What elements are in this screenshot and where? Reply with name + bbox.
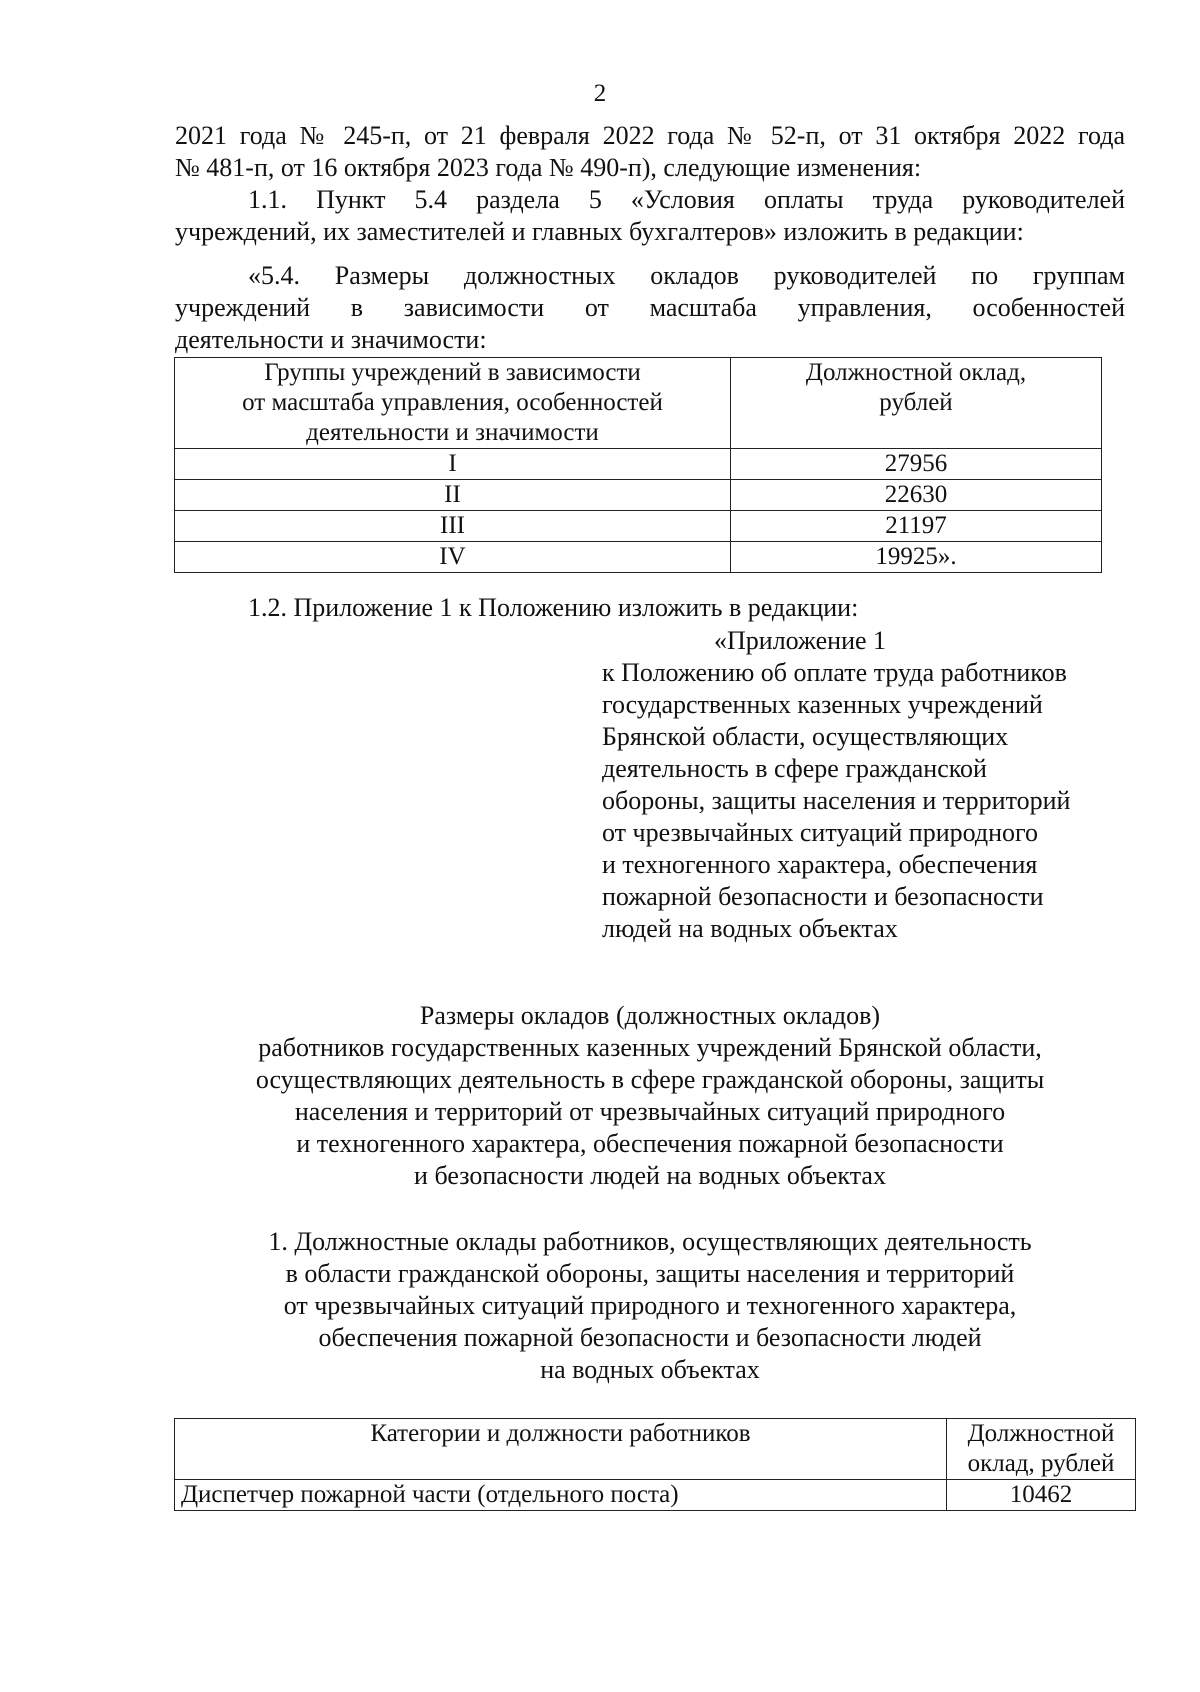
salary-cell: 27956 (731, 449, 1102, 480)
salary-cell: 19925». (731, 542, 1102, 573)
group-cell: I (175, 449, 731, 480)
annex-line: деятельность в сфере гражданской (602, 754, 987, 783)
annex-line: Брянской области, осуществляющих (602, 722, 1009, 751)
annex-reference-block (602, 625, 1142, 945)
salary-cell: 21197 (731, 511, 1102, 542)
annex-line: к Положению об оплате труда работников (602, 658, 1067, 687)
table-row (175, 511, 1102, 542)
salary-cell: 10462 (947, 1480, 1136, 1511)
section-1-heading (130, 1226, 1170, 1386)
positions-salary-table (174, 1418, 1136, 1511)
paragraph-1-1-line-2: учреждений, их заместителей и главных бухгалтеров» изложить в редакции: (175, 217, 1024, 246)
table-row (175, 542, 1102, 573)
paragraph-5-4-line-3: деятельности и значимости: (175, 325, 487, 354)
salary-groups-table (174, 357, 1102, 573)
heading-line: осуществляющих деятельность в сфере гражданской обороны, защиты (255, 1065, 1045, 1094)
salary-cell: 22630 (731, 480, 1102, 511)
table-row (175, 1480, 1136, 1511)
header-salary-cell (947, 1419, 1136, 1480)
annex-line: людей на водных объектах (602, 914, 898, 943)
document-heading (130, 1000, 1170, 1192)
header-salary-line-2: оклад, рублей (967, 1450, 1115, 1477)
group-cell: III (175, 511, 731, 542)
header-groups-line-2: от масштаба управления, особенностей (242, 389, 663, 416)
position-cell: Диспетчер пожарной части (отдельного поста) (175, 1480, 947, 1511)
section-line: 1. Должностные оклады работников, осуществляющих деятельность (268, 1227, 1032, 1256)
section-line: от чрезвычайных ситуаций природного и техногенного характера, (283, 1291, 1017, 1320)
heading-line: работников государственных казенных учреждений Брянской области, (258, 1033, 1042, 1062)
heading-line: и безопасности людей на водных объектах (414, 1161, 886, 1190)
header-salary-line-1: Должностной оклад, (805, 359, 1027, 386)
annex-line: государственных казенных учреждений (602, 690, 1043, 719)
paragraph-5-4-line-1: «5.4. Размеры должностных окладов руководителей по группам (248, 261, 1125, 290)
header-groups-cell (175, 358, 731, 449)
annex-line: пожарной безопасности и безопасности (602, 882, 1044, 911)
paragraph-5-4-line-2: учреждений в зависимости от масштаба управления, особенностей (175, 293, 1125, 322)
table-row (175, 480, 1102, 511)
intro-line-2: № 481-п, от 16 октября 2023 года № 490-п), следующие изменения: (175, 153, 922, 182)
header-groups-line-1: Группы учреждений в зависимости (264, 359, 641, 386)
group-cell: IV (175, 542, 731, 573)
table-row (175, 449, 1102, 480)
header-groups-line-3: деятельности и значимости (306, 419, 599, 446)
heading-line: населения и территорий от чрезвычайных ситуаций природного (294, 1097, 1006, 1126)
header-salary-line-1: Должностной (967, 1420, 1115, 1447)
page-number: 2 (593, 80, 607, 107)
section-line: обеспечения пожарной безопасности и безопасности людей (318, 1323, 982, 1352)
heading-line: Размеры окладов (должностных окладов) (419, 1001, 881, 1030)
header-category-cell: Категории и должности работников (175, 1419, 947, 1480)
table-header-row (175, 1419, 1136, 1480)
annex-line: обороны, защиты населения и территорий (602, 786, 1071, 815)
paragraph-1-2: 1.2. Приложение 1 к Положению изложить в редакции: (248, 593, 859, 622)
annex-title: «Приложение 1 (714, 626, 887, 655)
table-header-row (175, 358, 1102, 449)
group-cell: II (175, 480, 731, 511)
paragraph-1-1-line-1: 1.1. Пункт 5.4 раздела 5 «Условия оплаты труда руководителей (248, 185, 1125, 214)
section-line: в области гражданской обороны, защиты населения и территорий (285, 1259, 1015, 1288)
annex-line: и техногенного характера, обеспечения (602, 850, 1038, 879)
heading-line: и техногенного характера, обеспечения пожарной безопасности (296, 1129, 1004, 1158)
header-salary-cell (731, 358, 1102, 449)
annex-line: от чрезвычайных ситуаций природного (602, 818, 1039, 847)
section-line: на водных объектах (540, 1355, 760, 1384)
header-salary-line-2: рублей (879, 389, 953, 416)
intro-line-1: 2021 года № 245-п, от 21 февраля 2022 года № 52-п, от 31 октября 2022 года (175, 121, 1125, 150)
